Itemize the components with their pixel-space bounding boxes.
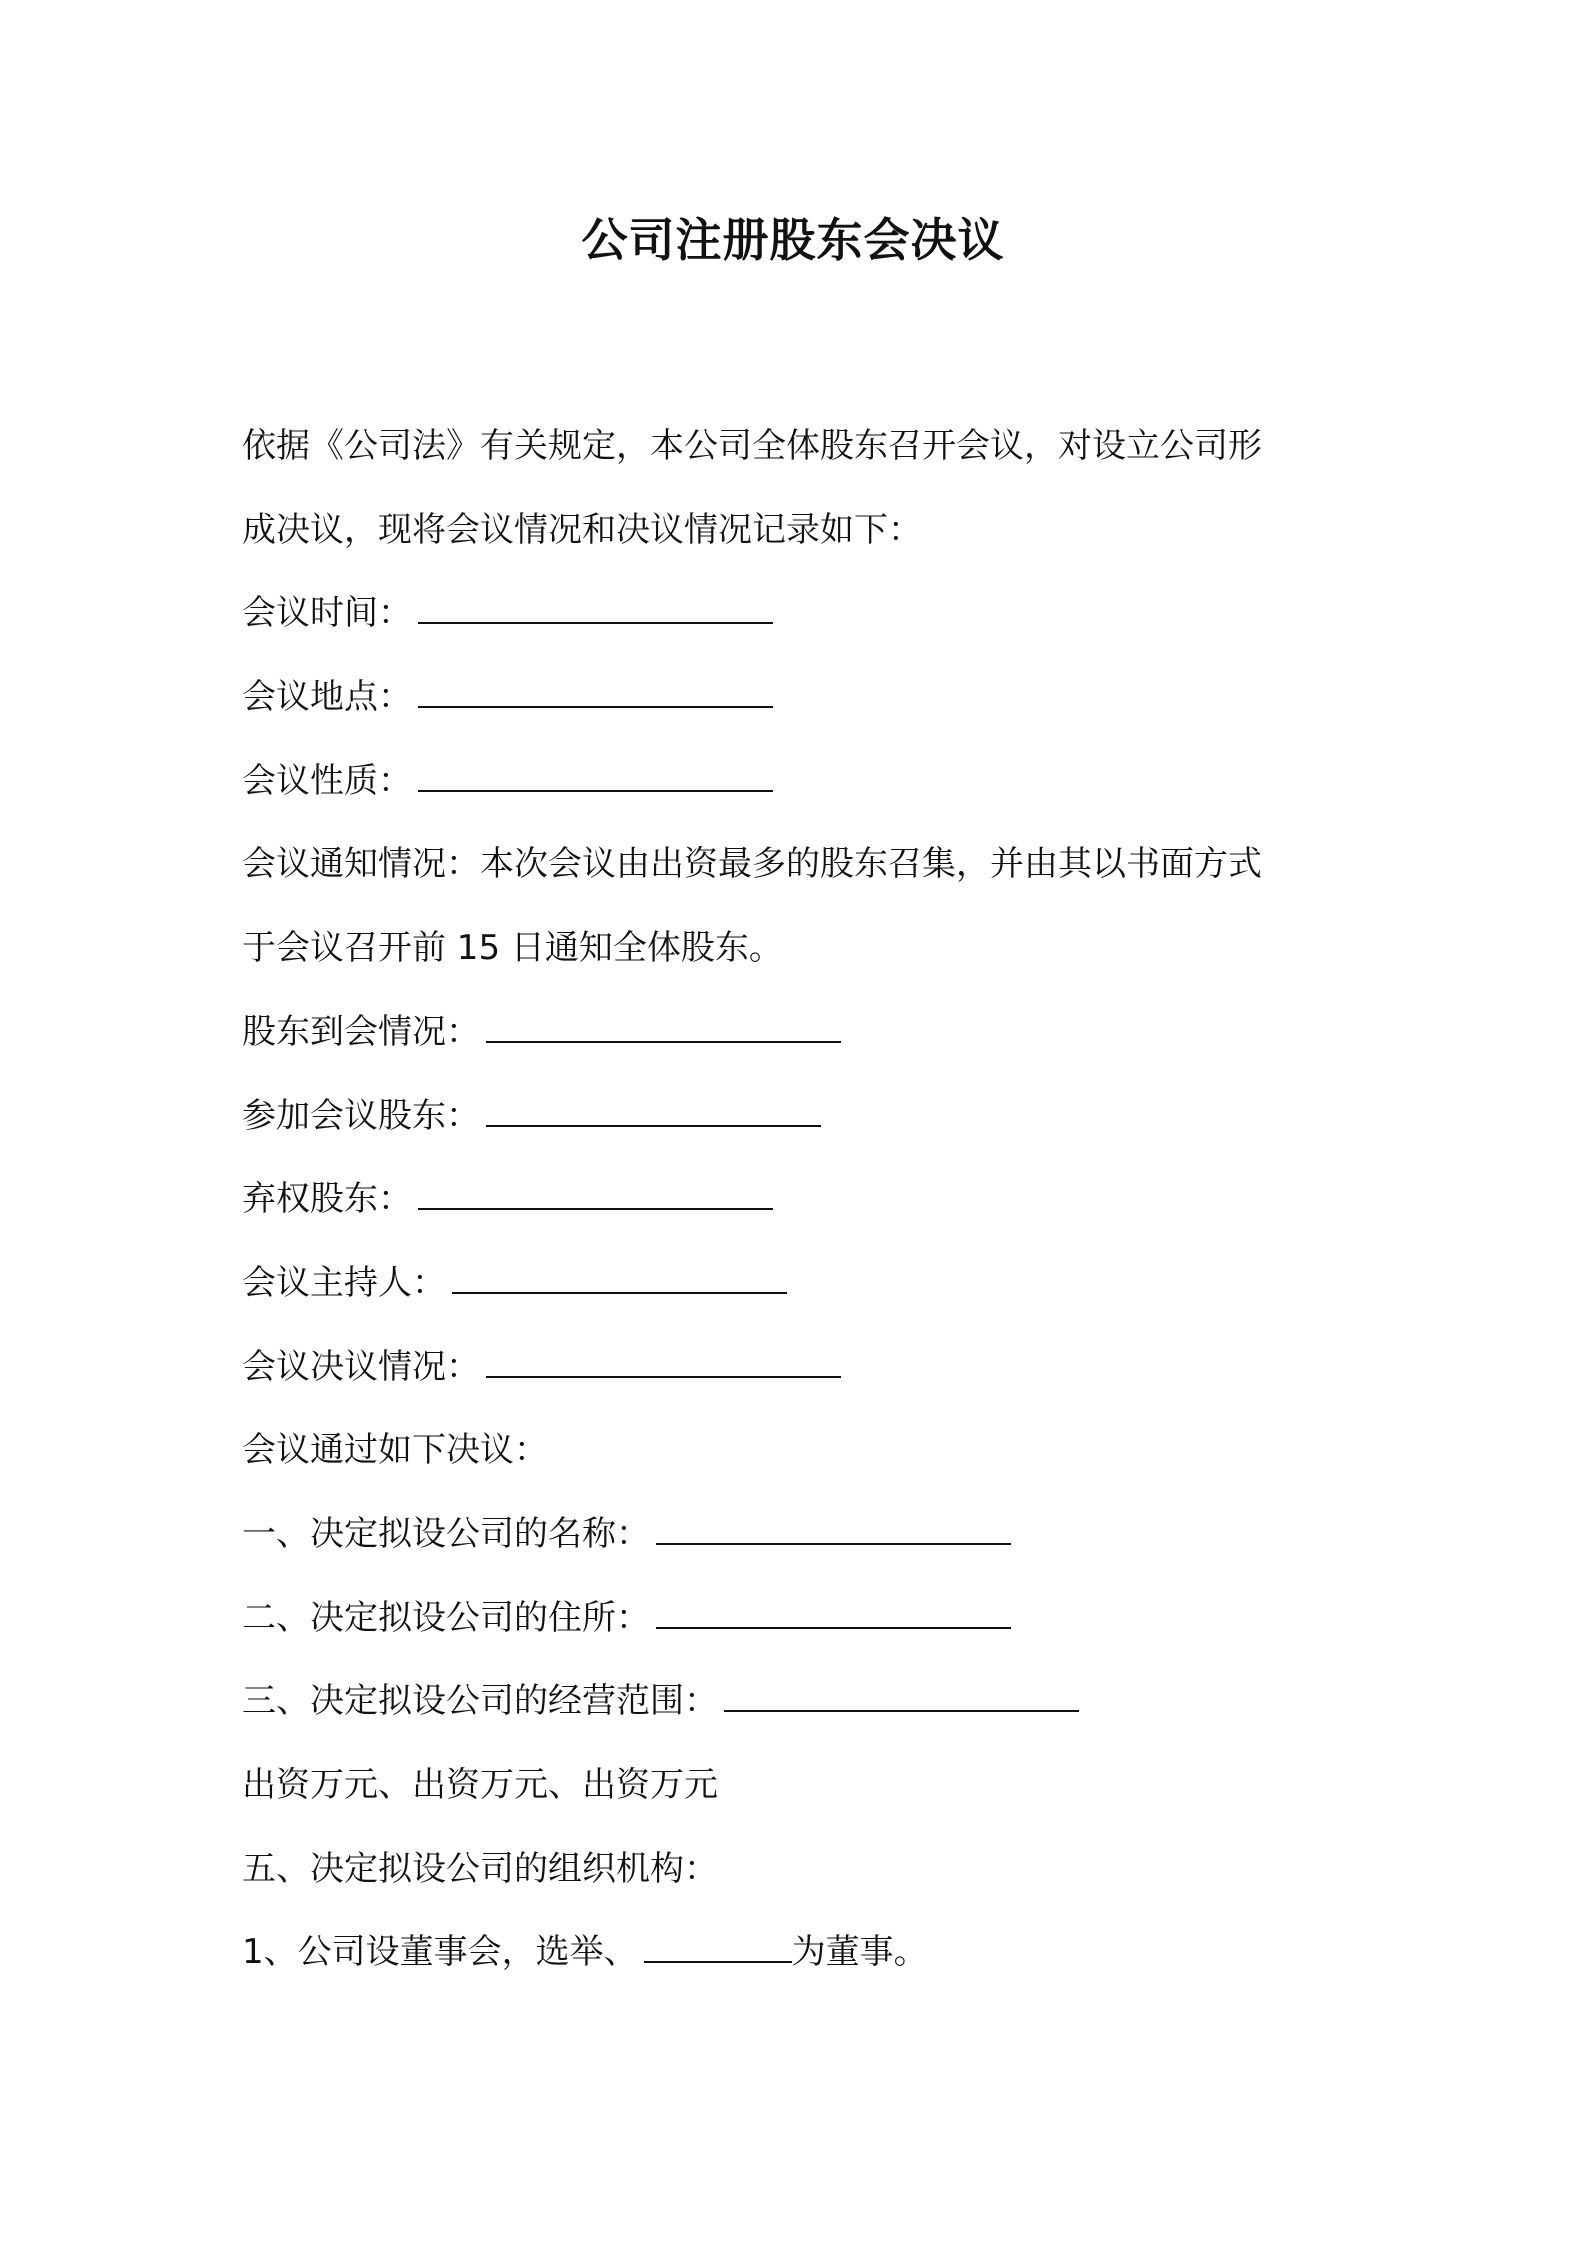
meeting-time-blank <box>418 594 773 624</box>
resolution-status-blank <box>486 1348 841 1378</box>
item-1-row <box>242 1493 1362 1577</box>
sub-item-1-suffix: 为董事。 <box>791 1932 928 1973</box>
abstain-label: 弃权股东： <box>242 1179 412 1220</box>
attendance-label: 股东到会情况： <box>242 1011 480 1052</box>
notice-line-2: 于会议召开前 15 日通知全体股东。 <box>242 928 783 969</box>
item-3-row <box>242 1660 1362 1744</box>
item-1-label: 一、决定拟设公司的名称： <box>242 1513 650 1554</box>
item-2-row <box>242 1577 1362 1661</box>
meeting-time-label: 会议时间： <box>242 593 412 634</box>
sub-item-1-row <box>242 1911 1362 1995</box>
attendance-blank <box>486 1013 841 1043</box>
resolution-status-label: 会议决议情况： <box>242 1346 480 1387</box>
meeting-nature-row <box>242 740 1362 824</box>
intro-line-1: 依据《公司法》有关规定，本公司全体股东召开会议，对设立公司形 <box>242 426 1262 466</box>
item-3-label: 三、决定拟设公司的经营范围： <box>242 1681 718 1722</box>
document-body <box>242 405 1362 1995</box>
item-2-blank <box>656 1599 1011 1629</box>
resolution-status-row <box>242 1326 1362 1410</box>
capital-line: 出资万元、出资万元、出资万元 <box>242 1765 718 1805</box>
host-blank <box>452 1264 787 1294</box>
item-1-blank <box>656 1515 1011 1545</box>
item-2-label: 二、决定拟设公司的住所： <box>242 1597 650 1638</box>
item-5-heading: 五、决定拟设公司的组织机构： <box>242 1848 718 1889</box>
participants-blank <box>486 1097 821 1127</box>
abstain-blank <box>418 1180 773 1210</box>
meeting-place-label: 会议地点： <box>242 677 412 718</box>
sub-item-1-blank <box>644 1933 792 1963</box>
meeting-nature-blank <box>418 762 773 792</box>
meeting-place-blank <box>418 678 773 708</box>
host-label: 会议主持人： <box>242 1262 446 1303</box>
attendance-row <box>242 991 1362 1075</box>
host-row <box>242 1242 1362 1326</box>
document-title: 公司注册股东会决议 <box>581 213 1005 267</box>
meeting-place-row <box>242 656 1362 740</box>
passed-resolutions-heading: 会议通过如下决议： <box>242 1430 548 1471</box>
meeting-time-row <box>242 572 1362 656</box>
participants-label: 参加会议股东： <box>242 1095 480 1136</box>
notice-line-1: 会议通知情况：本次会议由出资最多的股东召集，并由其以书面方式 <box>242 844 1262 885</box>
sub-item-1-prefix: 1、公司设董事会，选举、 <box>242 1932 638 1973</box>
intro-line-2: 成决议，现将会议情况和决议情况记录如下： <box>242 509 922 550</box>
meeting-nature-label: 会议性质： <box>242 760 412 801</box>
participants-row <box>242 1075 1362 1159</box>
abstain-row <box>242 1158 1362 1242</box>
item-3-blank <box>724 1682 1079 1712</box>
